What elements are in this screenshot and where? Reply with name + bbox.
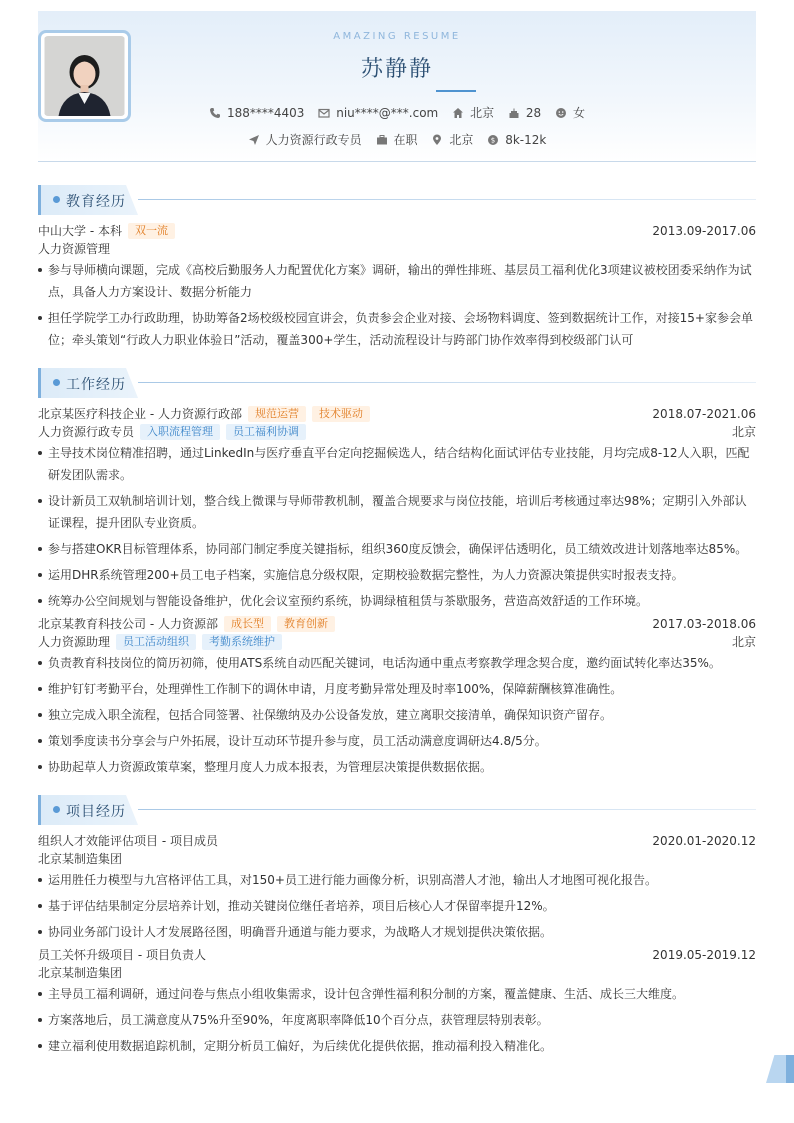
age-info [508, 106, 541, 120]
company-tag: 成长型 [224, 616, 271, 632]
list-item: 参与搭建OKR目标管理体系，协同部门制定季度关键指标，组织360度反馈会，确保评估透明化，员工绩效改进计划落地率达85%。 [38, 538, 756, 560]
send-icon [248, 134, 260, 146]
salary-text: 8k-12k [505, 132, 547, 147]
intent-row [38, 131, 756, 149]
list-item: 统筹办公空间规划与智能设备维护，优化会议室预约系统，协调绿植租赁与茶歇服务，营造高效舒适的工作环境。 [38, 590, 756, 612]
status-text: 在职 [393, 133, 418, 147]
list-item: 设计新员工双轨制培训计划，整合线上微课与导师带教机制，覆盖合规要求与岗位技能，培训后考核通过率达98%；定期引入外部认证课程，提升团队专业资质。 [38, 490, 756, 534]
candidate-name: 苏静静 [360, 57, 433, 82]
school-name: 中山大学 - 本科 [38, 224, 122, 238]
work-bullets [38, 442, 756, 612]
work-date: 2017.03-2018.06 [652, 617, 756, 631]
resume-eyebrow: AMAZING RESUME [333, 31, 461, 42]
smile-icon [555, 107, 567, 119]
corner-accent [786, 1055, 794, 1083]
education-bullets [38, 259, 756, 351]
skill-tag: 员工福利协调 [226, 424, 306, 440]
salary-info [487, 133, 546, 147]
job-role: 人力资源行政专员 [38, 425, 135, 439]
list-item: 协助起草人力资源政策草案，整理月度人力成本报表，为管理层决策提供数据依据。 [38, 756, 756, 778]
home-icon [452, 107, 464, 119]
section-divider [138, 382, 756, 383]
email-info[interactable] [318, 106, 438, 120]
svg-text:$: $ [490, 136, 496, 145]
work-entry [38, 615, 756, 782]
list-item: 运用DHR系统管理200+员工电子档案，实施信息分级权限，定期校验数据完整性，为人力资源决策提供实时报表支持。 [38, 564, 756, 586]
skill-tag: 入职流程管理 [140, 424, 220, 440]
list-item: 主导员工福利调研，通过问卷与焦点小组收集需求，设计包含弹性福利积分制的方案，覆盖健康、生活、成长三大维度。 [38, 983, 756, 1005]
cake-icon [508, 107, 520, 119]
email-text: niu****@***.com [336, 105, 439, 120]
section-dot [53, 806, 60, 813]
project-bullets [38, 983, 756, 1057]
section-education [38, 185, 756, 215]
project-title: 组织人才效能评估项目 - 项目成员 [38, 834, 218, 848]
company-name: 北京某医疗科技企业 - 人力资源行政部 [38, 407, 242, 421]
section-divider [138, 199, 756, 200]
major: 人力资源管理 [38, 242, 111, 256]
section-title-education: 教育经历 [66, 194, 126, 210]
list-item: 协同业务部门设计人才发展路径图，明确晋升通道与能力要求，为战略人才规划提供决策依据。 [38, 921, 756, 943]
target-city-text: 北京 [449, 133, 474, 147]
project-org: 北京某制造集团 [38, 852, 123, 866]
resume-header [38, 11, 756, 162]
list-item: 策划季度读书分享会与户外拓展，设计互动环节提升参与度，员工活动满意度调研达4.8/5分。 [38, 730, 756, 752]
list-item: 参与导师横向课题，完成《高校后勤服务人力配置优化方案》调研，输出的弹性排班、基层员工福利优化3项建议被校团委采纳作为试点，具备人力方案设计、数据分析能力 [38, 259, 756, 303]
city-text: 北京 [470, 106, 495, 120]
company-tag: 技术驱动 [312, 406, 370, 422]
section-title-projects: 项目经历 [66, 804, 126, 820]
company-name: 北京某教育科技公司 - 人力资源部 [38, 617, 218, 631]
section-title-work: 工作经历 [66, 377, 126, 393]
mail-icon [318, 107, 330, 119]
section-dot [53, 196, 60, 203]
project-date: 2019.05-2019.12 [652, 948, 756, 962]
skill-tag: 考勤系统维护 [202, 634, 282, 650]
briefcase-icon [376, 134, 388, 146]
list-item: 独立完成入职全流程，包括合同签署、社保缴纳及办公设备发放，建立离职交接清单，确保知识资产留存。 [38, 704, 756, 726]
phone-icon [209, 107, 221, 119]
section-dot [53, 379, 60, 386]
money-icon [487, 134, 499, 146]
list-item: 担任学院学工办行政助理，协助筹备2场校级校园宣讲会，负责参会企业对接、会场物料调度、签到数据统计工作，对接15+家参会单位；牵头策划“行政人力职业体验日”活动，覆盖300+学生，活动流程设计与跨部门协作效率得到校级部门认可 [38, 307, 756, 351]
education-entry [38, 222, 756, 355]
section-work [38, 368, 756, 398]
section-divider [138, 809, 756, 810]
status-info [376, 131, 418, 148]
list-item: 负责教育科技岗位的简历初筛，使用ATS系统自动匹配关键词，电话沟通中重点考察教学理念契合度，邀约面试转化率达35%。 [38, 652, 756, 674]
target-city-info [431, 131, 473, 148]
work-date: 2018.07-2021.06 [652, 407, 756, 421]
city-info [452, 104, 494, 121]
phone-text: 188****4403 [226, 105, 305, 120]
project-date: 2020.01-2020.12 [652, 834, 756, 848]
target-position-text: 人力资源行政专员 [265, 133, 362, 147]
target-position-info [248, 131, 362, 148]
list-item: 方案落地后，员工满意度从75%升至90%，年度离职率降低10个百分点，获管理层特别表彰。 [38, 1009, 756, 1031]
school-tag: 双一流 [128, 223, 175, 239]
education-date: 2013.09-2017.06 [652, 224, 756, 238]
list-item: 维护钉钉考勤平台，处理弹性工作制下的调休申请，月度考勤异常处理及时率100%，保障薪酬核算准确性。 [38, 678, 756, 700]
company-tag: 规范运营 [248, 406, 306, 422]
contact-row [38, 104, 756, 122]
gender-info [555, 104, 585, 121]
work-location: 北京 [731, 425, 756, 439]
list-item: 运用胜任力模型与九宫格评估工具，对150+员工进行能力画像分析，识别高潜人才池，输出人才地图可视化报告。 [38, 869, 756, 891]
company-tag: 教育创新 [277, 616, 335, 632]
location-icon [431, 134, 443, 146]
work-bullets [38, 652, 756, 778]
work-location: 北京 [731, 635, 756, 649]
project-bullets [38, 869, 756, 943]
job-role: 人力资源助理 [38, 635, 111, 649]
list-item: 主导技术岗位精准招聘，通过LinkedIn与医疗垂直平台定向挖掘候选人，结合结构化面试评估专业技能，月均完成8-12人入职，匹配研发团队需求。 [38, 442, 756, 486]
work-entry [38, 405, 756, 616]
project-org: 北京某制造集团 [38, 966, 123, 980]
phone-info[interactable] [209, 106, 304, 120]
section-projects [38, 795, 756, 825]
project-entry [38, 832, 756, 947]
name-underline [436, 90, 476, 92]
age-text: 28 [525, 105, 542, 120]
project-title: 员工关怀升级项目 - 项目负责人 [38, 948, 206, 962]
gender-text: 女 [573, 106, 586, 120]
list-item: 建立福利使用数据追踪机制，定期分析员工偏好，为后续优化提供依据，推动福利投入精准化。 [38, 1035, 756, 1057]
project-entry [38, 946, 756, 1061]
skill-tag: 员工活动组织 [116, 634, 196, 650]
list-item: 基于评估结果制定分层培养计划，推动关键岗位继任者培养，项目后核心人才保留率提升12%。 [38, 895, 756, 917]
